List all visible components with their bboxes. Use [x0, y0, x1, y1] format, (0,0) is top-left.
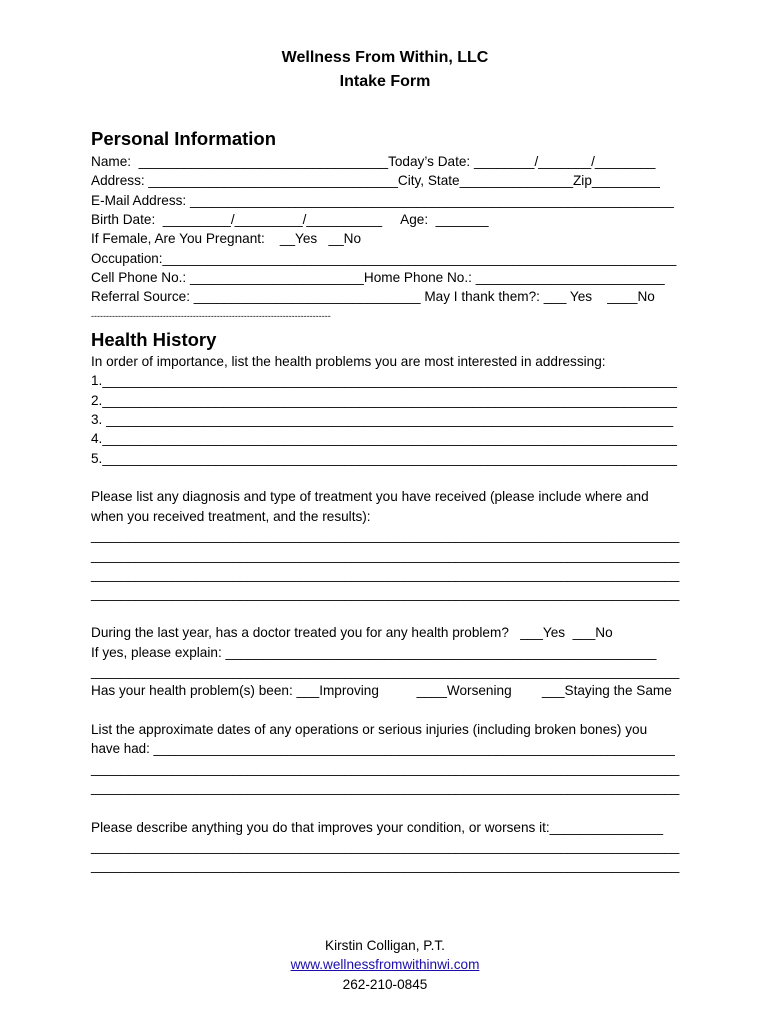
personal-information-heading: Personal Information — [91, 128, 277, 149]
pregnant-question[interactable]: If Female, Are You Pregnant: __Yes __No — [91, 231, 362, 246]
referral-source-field[interactable]: Referral Source: ______________________________ May I thank them?: ___ Yes ____No — [91, 289, 655, 304]
phone-fields[interactable]: Cell Phone No.: _______________________Home Phone No.: _________________________ — [91, 270, 665, 285]
diagnosis-blank-1[interactable]: _______________________________________________________________________________ — [91, 528, 680, 543]
email-field[interactable]: E-Mail Address: ________________________________________________________________ — [91, 193, 674, 208]
footer-phone: 262-210-0845 — [342, 977, 428, 992]
doctor-treated-question[interactable]: During the last year, has a doctor treated you for any health problem? ___Yes ___No — [91, 625, 613, 640]
diagnosis-prompt-line-1: Please list any diagnosis and type of treatment you have received (please include where and — [91, 489, 649, 504]
improves-blank-1[interactable]: _______________________________________________________________________________ — [91, 839, 680, 854]
operations-field[interactable]: have had: ______________________________________________________________________ — [91, 741, 675, 756]
diagnosis-blank-4[interactable]: _______________________________________________________________________________ — [91, 586, 680, 601]
health-history-heading: Health History — [91, 329, 217, 350]
form-title: Intake Form — [339, 73, 431, 90]
health-problem-1[interactable]: 1.____________________________________________________________________________ — [91, 373, 677, 388]
operations-blank-2[interactable]: _______________________________________________________________________________ — [91, 780, 680, 795]
diagnosis-prompt-line-2: when you received treatment, and the results): — [91, 509, 371, 524]
health-problem-4[interactable]: 4.____________________________________________________________________________ — [91, 431, 677, 446]
health-problem-2[interactable]: 2.____________________________________________________________________________ — [91, 393, 677, 408]
explain-field[interactable]: If yes, please explain: _________________________________________________________ — [91, 645, 657, 660]
address-field[interactable]: Address: _________________________________City, State_______________Zip_________ — [91, 173, 660, 188]
diagnosis-blank-2[interactable]: _______________________________________________________________________________ — [91, 548, 680, 563]
occupation-field[interactable]: Occupation:_____________________________________________________________________ — [91, 251, 677, 266]
company-name: Wellness From Within, LLC — [281, 49, 489, 66]
operations-blank-1[interactable]: _______________________________________________________________________________ — [91, 761, 680, 776]
health-status-question[interactable]: Has your health problem(s) been: ___Improving ____Worsening ___Staying the Same — [91, 683, 672, 698]
section-separator: -------------------------------------------------------------------------------- — [91, 311, 331, 321]
footer-name: Kirstin Colligan, P.T. — [325, 938, 445, 953]
explain-blank[interactable]: _______________________________________________________________________________ — [91, 664, 680, 679]
diagnosis-blank-3[interactable]: _______________________________________________________________________________ — [91, 567, 680, 582]
website-link[interactable]: www.wellnessfromwithinwi.com — [290, 957, 480, 972]
birth-date-age-field[interactable]: Birth Date: _________/_________/__________ Age: _______ — [91, 212, 489, 227]
improves-blank-2[interactable]: _______________________________________________________________________________ — [91, 858, 680, 873]
operations-prompt-line-1: List the approximate dates of any operations or serious injuries (including broken bones) you — [91, 722, 648, 737]
health-problem-3[interactable]: 3. ___________________________________________________________________________ — [91, 412, 674, 427]
health-problems-intro: In order of importance, list the health problems you are most interested in addressing: — [91, 354, 606, 369]
name-date-field[interactable]: Name: _________________________________Today’s Date: ________/_______/________ — [91, 154, 656, 169]
health-problem-5[interactable]: 5.____________________________________________________________________________ — [91, 451, 677, 466]
improves-worsens-field[interactable]: Please describe anything you do that improves your condition, or worsens it:_______________ — [91, 820, 664, 835]
